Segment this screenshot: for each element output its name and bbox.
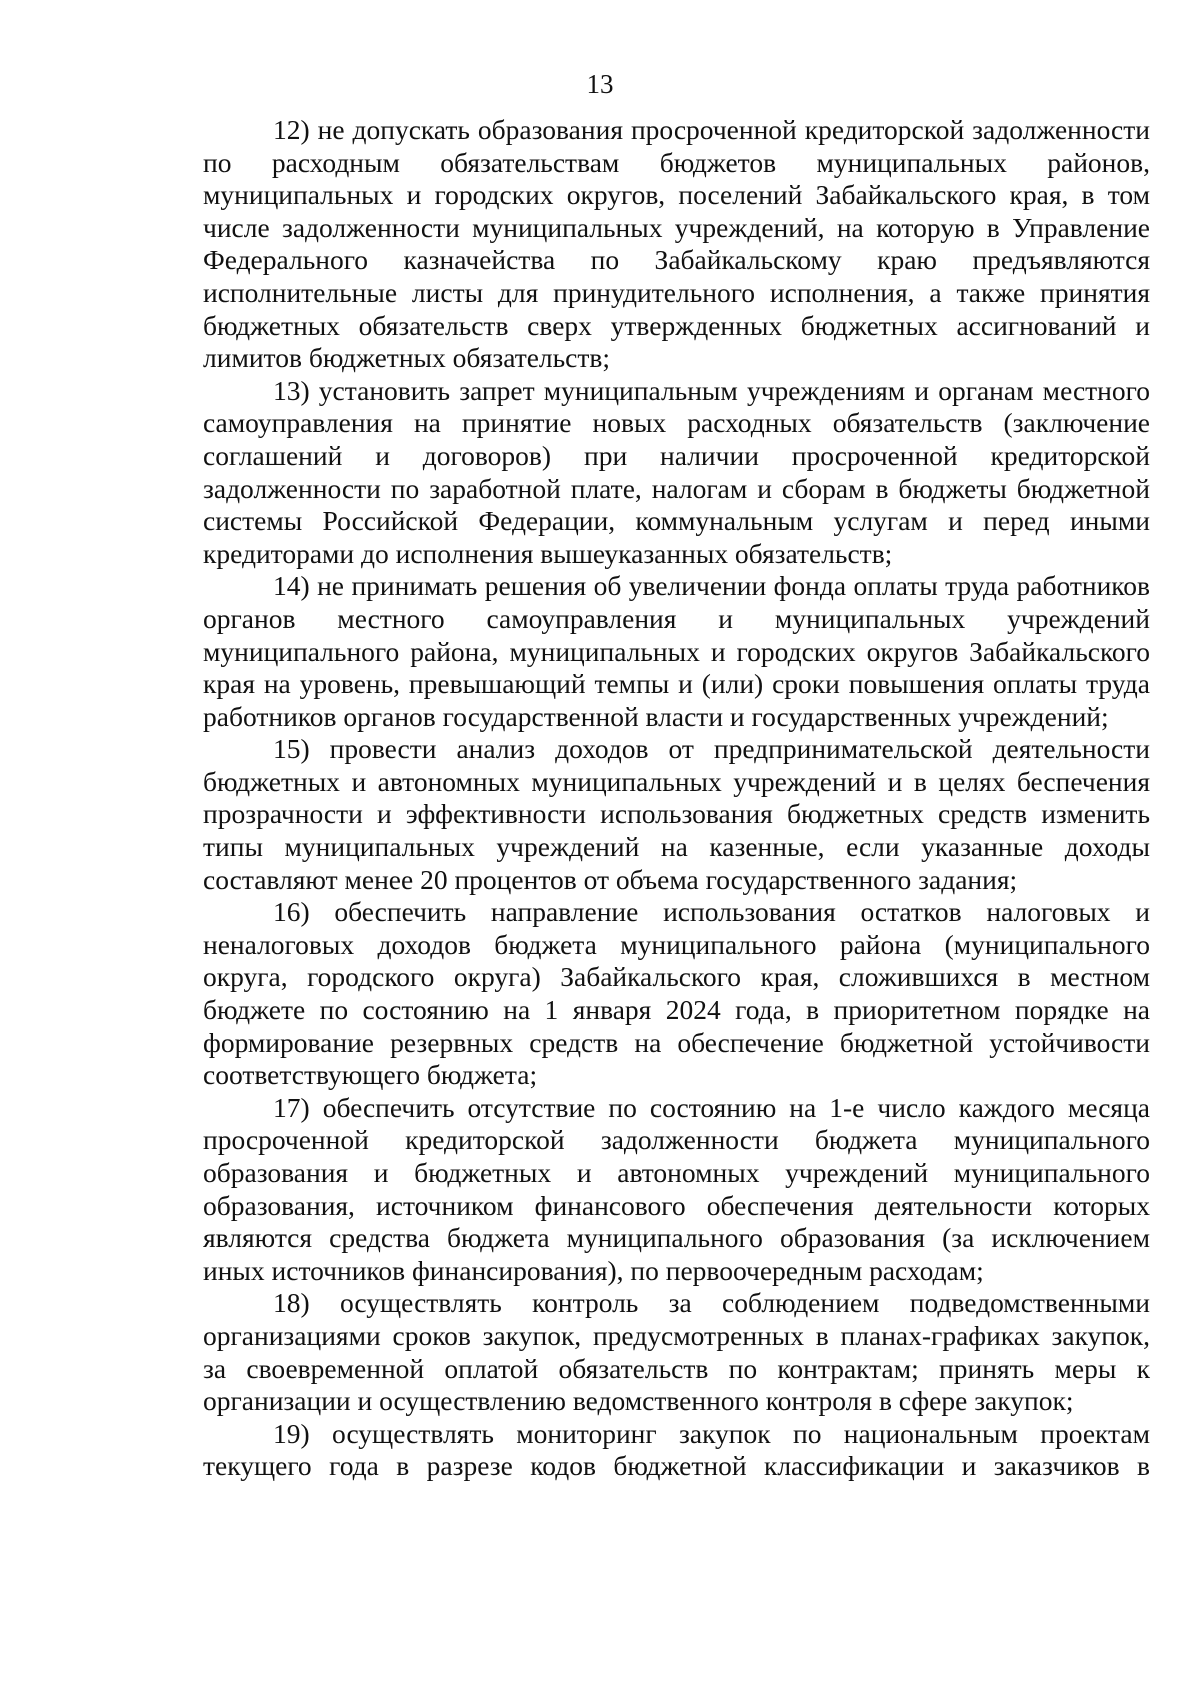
paragraph-item-12: 12) не допускать образования просроченной кредиторской задолженности по расходным обязательствам бюджетов муниципальных районов, муниципальных и городских округов, поселений Забайкальского края, в том числе задолженности муниципальных учреждений, на которую в Управление Федерального казначейства по Забайкальскому краю предъявляются исполнительные листы для принудительного исполнения, а также принятия бюджетных обязательств сверх утвержденных бюджетных ассигнований и лимитов бюджетных обязательств; xyxy=(203,114,1150,374)
paragraph-item-13: 13) установить запрет муниципальным учреждениям и органам местного самоуправления на принятие новых расходных обязательств (заключение соглашений и договоров) при наличии просроченной кредиторской задолженности по заработной плате, налогам и сборам в бюджеты бюджетной системы Российской Федерации, коммунальным услугам и перед иными кредиторами до исполнения вышеуказанных обязательств; xyxy=(203,374,1150,569)
document-body xyxy=(203,114,1150,1483)
paragraph-item-18: 18) осуществлять контроль за соблюдением подведомственными организациями сроков закупок, предусмотренных в планах-графиках закупок, за своевременной оплатой обязательств по контрактам; принять меры к организации и осуществлению ведомственного контроля в сфере закупок; xyxy=(203,1287,1150,1417)
paragraph-item-19: 19) осуществлять мониторинг закупок по национальным проектам текущего года в разрезе кодов бюджетной классификации и заказчиков в xyxy=(203,1417,1150,1482)
paragraph-item-17: 17) обеспечить отсутствие по состоянию на 1-е число каждого месяца просроченной кредиторской задолженности бюджета муниципального образования и бюджетных и автономных учреждений муниципального образования, источником финансового обеспечения деятельности которых являются средства бюджета муниципального образования (за исключением иных источников финансирования), по первоочередным расходам; xyxy=(203,1091,1150,1286)
paragraph-item-14: 14) не принимать решения об увеличении фонда оплаты труда работников органов местного самоуправления и муниципальных учреждений муниципального района, муниципальных и городских округов Забайкальского края на уровень, превышающий темпы и (или) сроки повышения оплаты труда работников органов государственной власти и государственных учреждений; xyxy=(203,570,1150,732)
paragraph-item-15: 15) провести анализ доходов от предпринимательской деятельности бюджетных и автономных муниципальных учреждений и в целях беспечения прозрачности и эффективности использования бюджетных средств изменить типы муниципальных учреждений на казенные, если указанные доходы составляют менее 20 процентов от объема государственного задания; xyxy=(203,733,1150,895)
page-number: 13 xyxy=(586,69,614,99)
paragraph-item-16: 16) обеспечить направление использования остатков налоговых и неналоговых доходов бюджета муниципального района (муниципального округа, городского округа) Забайкальского края, сложившихся в местном бюджете по состоянию на 1 января 2024 года, в приоритетном порядке на формирование резервных средств на обеспечение бюджетной устойчивости соответствующего бюджета; xyxy=(203,896,1150,1091)
